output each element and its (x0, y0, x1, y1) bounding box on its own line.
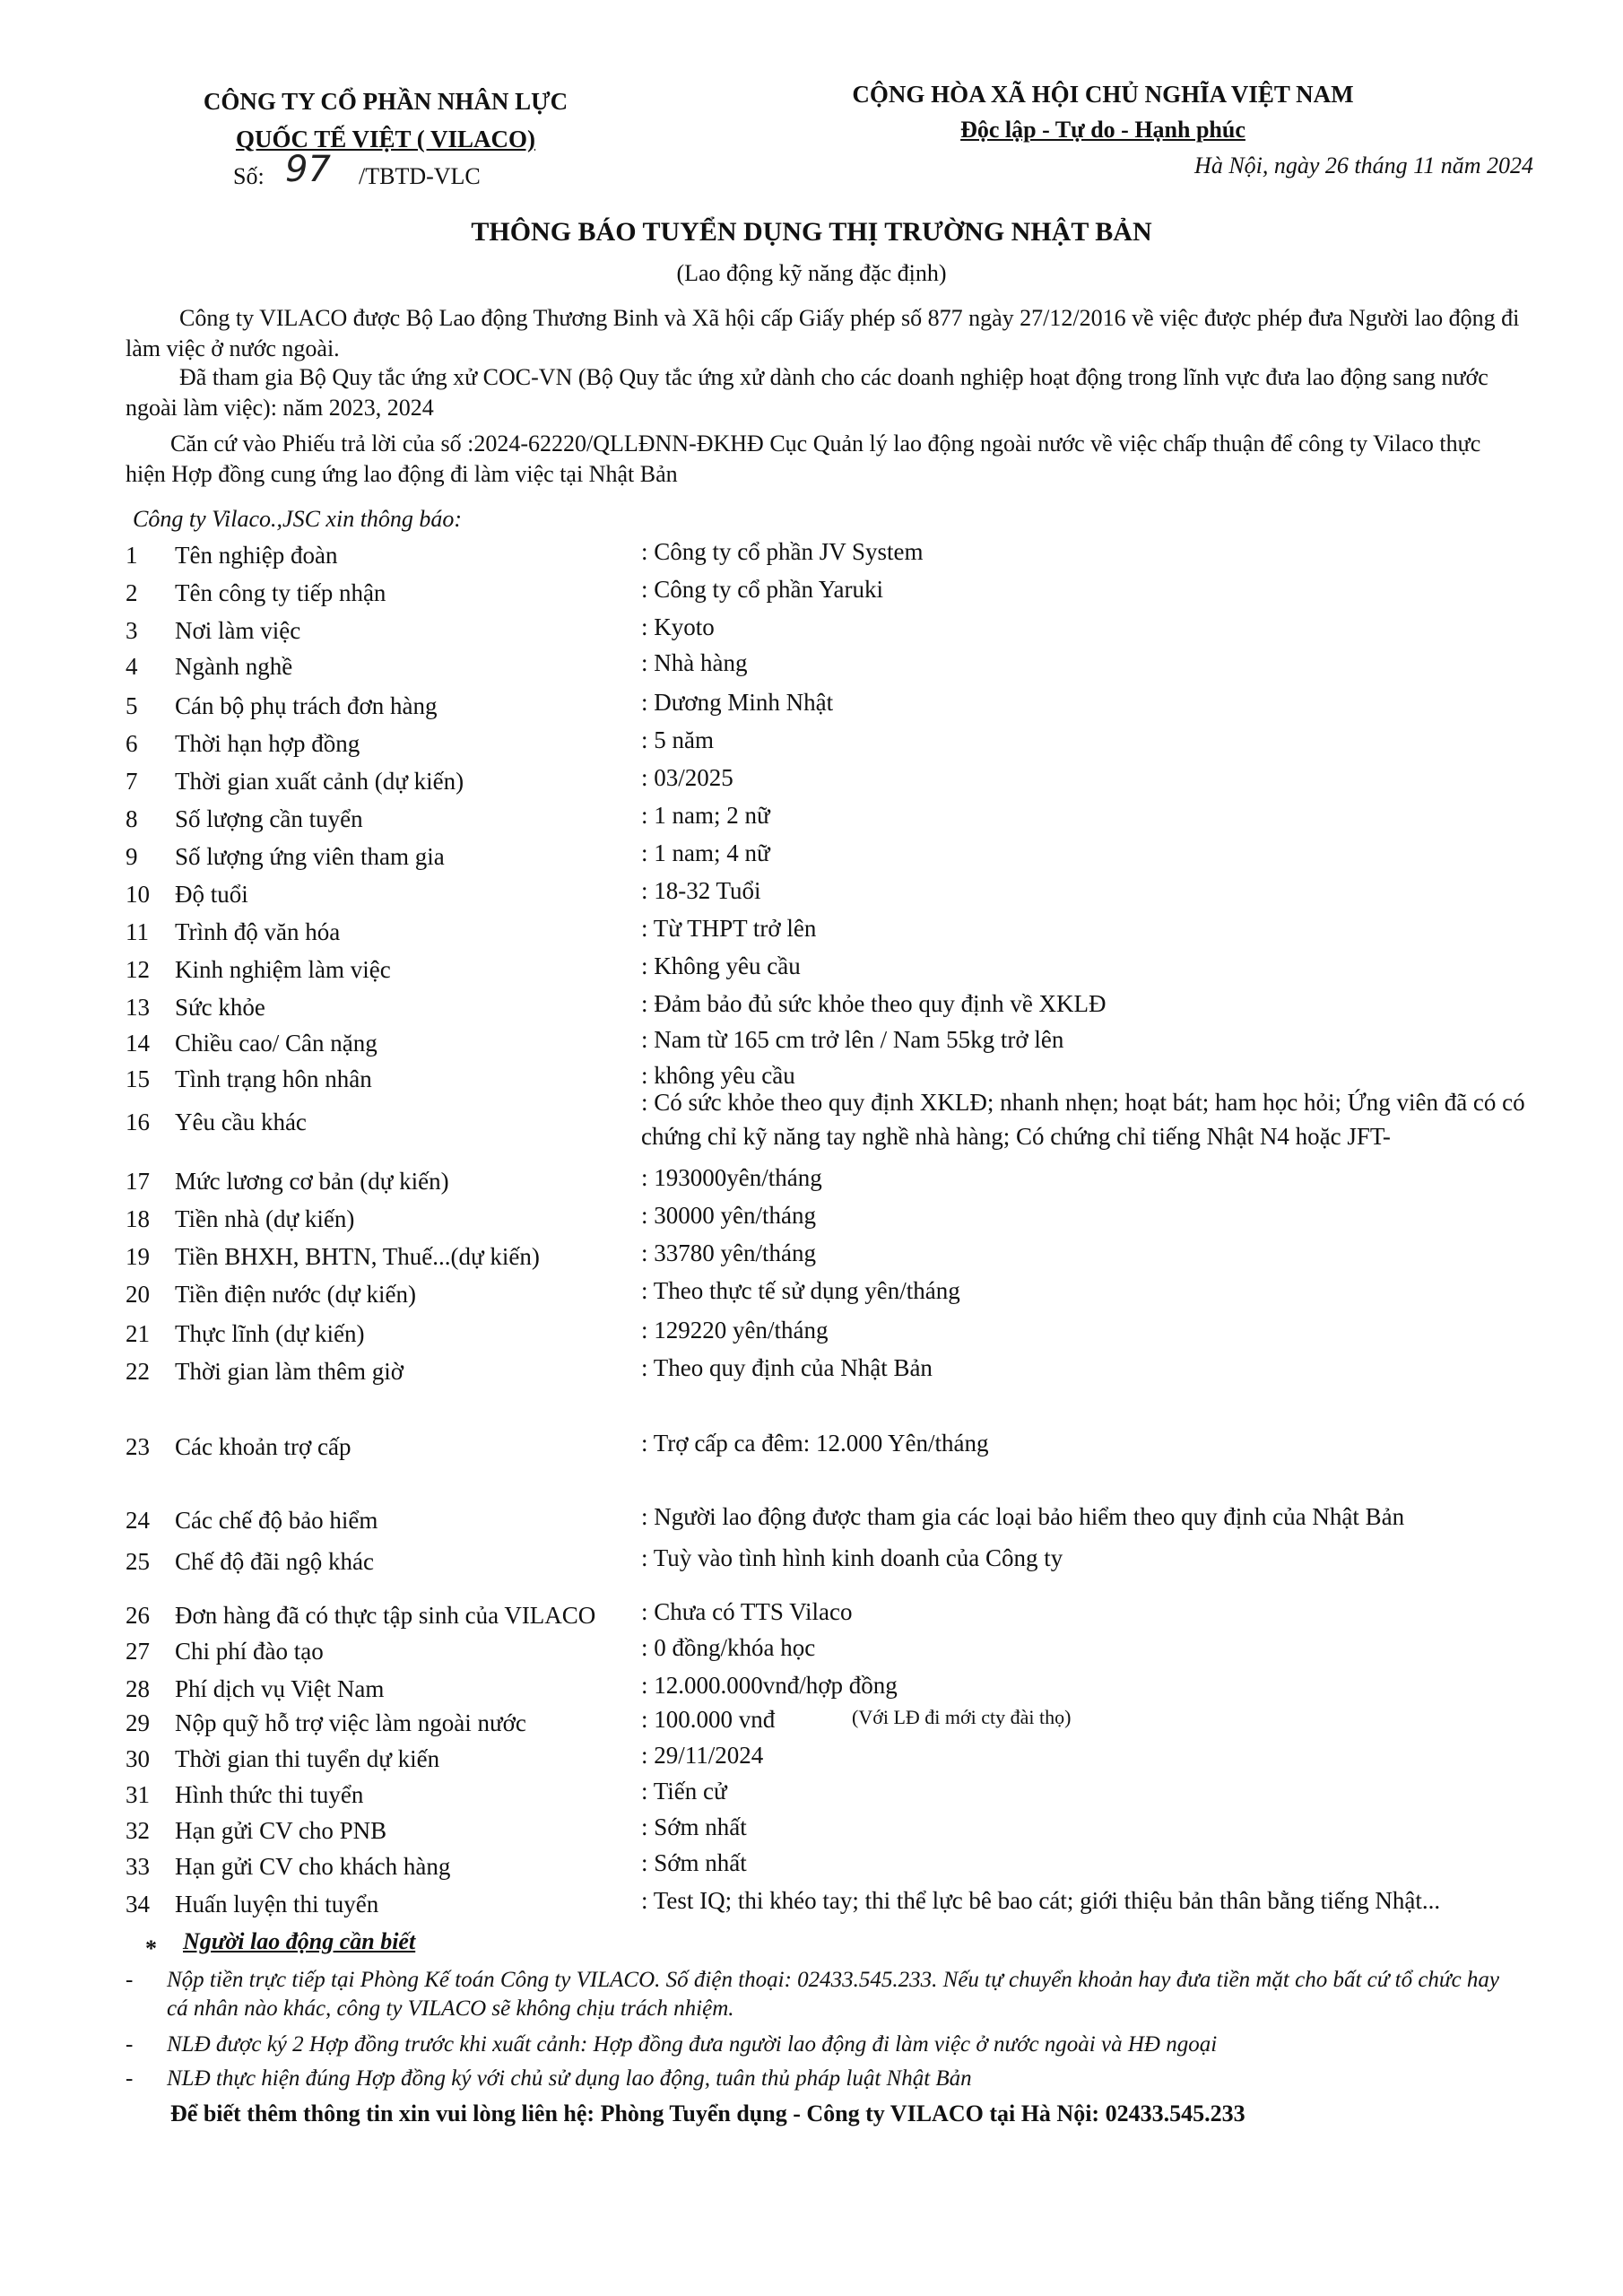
row-number: 14 (126, 1030, 150, 1057)
row-value: : 33780 yên/tháng (641, 1239, 816, 1266)
announcement-line: Công ty Vilaco.,JSC xin thông báo: (133, 506, 463, 532)
row-value: : Sớm nhất (641, 1813, 747, 1840)
intro-paragraph-coc: Đã tham gia Bộ Quy tắc ứng xử COC-VN (Bộ Quy tắc ứng xử dành cho các doanh nghiệp hoạt động trong lĩnh vực đưa lao động sang nước ngoài làm việc): năm 2023, 2024 (126, 364, 1488, 421)
row-value: : Chưa có TTS Vilaco (641, 1598, 853, 1625)
row-label: Tình trạng hôn nhân (175, 1065, 372, 1092)
row-value: : Đảm bảo đủ sức khỏe theo quy định về XKLĐ (641, 990, 1107, 1017)
row-number: 20 (126, 1281, 150, 1308)
row-number: 27 (126, 1638, 150, 1665)
row-number: 3 (126, 617, 138, 644)
row-value: : Có sức khỏe theo quy định XKLĐ; nhanh nhẹn; hoạt bát; ham học hỏi; Ứng viên đã có có chứng chỉ kỹ năng tay nghề nhà hàng; Có chứng chỉ tiếng Nhật N4 hoặc JFT- (641, 1089, 1525, 1150)
row-value: : Dương Minh Nhật (641, 689, 834, 716)
row-value: : Người lao động được tham gia các loại bảo hiểm theo quy định của Nhật Bản (641, 1503, 1405, 1530)
row-number: 17 (126, 1168, 150, 1195)
row-number: 19 (126, 1243, 150, 1270)
row-number: 28 (126, 1675, 150, 1702)
row-number: 15 (126, 1065, 150, 1092)
row-value: : Theo thực tế sử dụng yên/tháng (641, 1277, 960, 1304)
row-value: : Từ THPT trở lên (641, 915, 817, 942)
row-value: : 12.000.000vnđ/hợp đồng (641, 1672, 898, 1699)
row-label: Cán bộ phụ trách đơn hàng (175, 692, 438, 719)
row-value: : Test IQ; thi khéo tay; thi thể lực bê bao cát; giới thiệu bản thân bằng tiếng Nhật... (641, 1887, 1441, 1914)
row-value: : 30000 yên/tháng (641, 1202, 816, 1229)
row-label: Tiền điện nước (dự kiến) (175, 1281, 417, 1308)
row-number: 11 (126, 918, 149, 945)
row-value: : 29/11/2024 (641, 1742, 764, 1769)
doc-number-label: Số: (233, 163, 265, 189)
row-label: Thời gian làm thêm giờ (175, 1358, 404, 1385)
row-label: Số lượng ứng viên tham gia (175, 843, 445, 870)
company-name-line2: QUỐC TẾ VIỆT ( VILACO) (235, 126, 536, 152)
row-label: Tên nghiệp đoàn (175, 542, 338, 569)
intro-paragraph-approval: Căn cứ vào Phiếu trả lời của số :2024-62220/QLLĐNN-ĐKHĐ Cục Quản lý lao động ngoài nước về việc chấp thuận để công ty Vilaco thực hiện Hợp đồng cung ứng lao động đi làm việc tại Nhật Bản (126, 430, 1481, 487)
row-number: 16 (126, 1109, 150, 1135)
row-label: Tên công ty tiếp nhận (175, 579, 386, 606)
row-value: : 1 nam; 2 nữ (641, 802, 770, 829)
row-label: Phí dịch vụ Việt Nam (175, 1675, 385, 1702)
row-number: 26 (126, 1602, 150, 1629)
row-number: 32 (126, 1817, 150, 1844)
row-number: 4 (126, 653, 138, 680)
nation-header: CỘNG HÒA XÃ HỘI CHỦ NGHĨA VIỆT NAM (852, 81, 1354, 108)
row-value: : Sớm nhất (641, 1849, 747, 1876)
notes-heading: Người lao động cần biết (183, 1928, 416, 1954)
doc-number-suffix: /TBTD-VLC (359, 163, 481, 189)
note-dash: - (126, 2032, 134, 2057)
row-label: Hạn gửi CV cho khách hàng (175, 1853, 451, 1880)
row-number: 5 (126, 692, 138, 719)
row-value: : không yêu cầu (641, 1062, 795, 1089)
row-label: Thời gian xuất cảnh (dự kiến) (175, 768, 464, 795)
row-number: 1 (126, 542, 138, 569)
row-number: 24 (126, 1507, 150, 1534)
row-label: Ngành nghề (175, 653, 293, 680)
row-number: 8 (126, 805, 138, 832)
note-item-text: NLĐ thực hiện đúng Hợp đồng ký với chủ sử dụng lao động, tuân thủ pháp luật Nhật Bản (167, 2066, 972, 2091)
row-label: Sức khỏe (175, 994, 265, 1021)
row-label: Kinh nghiệm làm việc (175, 956, 391, 983)
row-label: Hạn gửi CV cho PNB (175, 1817, 387, 1844)
row-number: 22 (126, 1358, 150, 1385)
intro-paragraph-license: Công ty VILACO được Bộ Lao động Thương Binh và Xã hội cấp Giấy phép số 877 ngày 27/12/2016 về việc được phép đưa Người lao động đi làm việc ở nước ngoài. (126, 305, 1520, 361)
page-title: THÔNG BÁO TUYỂN DỤNG THỊ TRƯỜNG NHẬT BẢN (471, 217, 1152, 247)
row-label: Huấn luyện thi tuyển (175, 1891, 379, 1918)
row-number: 7 (126, 768, 138, 795)
row-label: Tiền BHXH, BHTN, Thuế...(dự kiến) (175, 1243, 540, 1270)
page-subtitle: (Lao động kỹ năng đặc định) (676, 260, 947, 286)
row-label: Thời hạn hợp đồng (175, 730, 360, 757)
note-item (126, 2031, 1524, 2059)
row-value: : Nhà hàng (641, 649, 748, 676)
row-value: : Kyoto (641, 613, 715, 640)
row-label: Chiều cao/ Cân nặng (175, 1030, 378, 1057)
note-item-text: NLĐ được ký 2 Hợp đồng trước khi xuất cảnh: Hợp đồng đưa người lao động đi làm việc ở nước ngoài và HĐ ngoại (167, 2032, 1218, 2057)
row-number: 21 (126, 1320, 150, 1347)
row-label: Yêu cầu khác (175, 1109, 307, 1135)
row-value: : 1 nam; 4 nữ (641, 839, 770, 866)
row-value: : Công ty cổ phần JV System (641, 538, 924, 565)
row-number: 2 (126, 579, 138, 606)
row-number: 18 (126, 1205, 150, 1232)
issue-date: Hà Nội, ngày 26 tháng 11 năm 2024 (1194, 152, 1533, 178)
row-value: : 193000yên/tháng (641, 1164, 822, 1191)
row-label: Độ tuổi (175, 881, 248, 908)
row-value: : Tuỳ vào tình hình kinh doanh của Công ty (641, 1544, 1063, 1571)
row-value: : 129220 yên/tháng (641, 1317, 829, 1344)
row-note: (Với LĐ đi mới cty đài thọ) (852, 1706, 1072, 1728)
row-label: Mức lương cơ bản (dự kiến) (175, 1168, 449, 1195)
company-name-line1: CÔNG TY CỔ PHẦN NHÂN LỰC (203, 88, 568, 115)
row-value: : 18-32 Tuổi (641, 877, 761, 904)
row-label: Nơi làm việc (175, 617, 301, 644)
row-number: 25 (126, 1548, 150, 1575)
row-label: Thực lĩnh (dự kiến) (175, 1320, 365, 1347)
row-number: 34 (126, 1891, 150, 1918)
row-label: Đơn hàng đã có thực tập sinh của VILACO (175, 1602, 596, 1629)
row-label: Chi phí đào tạo (175, 1638, 324, 1665)
row-label: Chế độ đãi ngộ khác (175, 1548, 374, 1575)
row-value: : Trợ cấp ca đêm: 12.000 Yên/tháng (641, 1430, 989, 1457)
row-label: Thời gian thi tuyển dự kiến (175, 1745, 440, 1772)
row-value: : 100.000 vnđ (641, 1706, 776, 1733)
row-number: 23 (126, 1433, 150, 1460)
row-value: : 0 đồng/khóa học (641, 1634, 816, 1661)
row-number: 9 (126, 843, 138, 870)
row-number: 6 (126, 730, 138, 757)
note-dash: - (126, 2066, 134, 2091)
notes-bullet: * (145, 1935, 157, 1961)
row-value: : Nam từ 165 cm trở lên / Nam 55kg trở lên (641, 1026, 1064, 1053)
row-label: Nộp quỹ hỗ trợ việc làm ngoài nước (175, 1709, 526, 1736)
row-label: Số lượng cần tuyển (175, 805, 363, 832)
row-label: Trình độ văn hóa (175, 918, 341, 945)
row-number: 10 (126, 881, 150, 908)
row-value: : Theo quy định của Nhật Bản (641, 1354, 933, 1381)
row-number: 12 (126, 956, 150, 983)
motto: Độc lập - Tự do - Hạnh phúc (960, 117, 1245, 143)
note-item (126, 1966, 1524, 2023)
row-value: : Không yêu cầu (641, 952, 801, 979)
row-value: : 03/2025 (641, 764, 733, 791)
doc-number-handwritten: 97 (285, 149, 331, 190)
row-value: : Tiến cử (641, 1778, 727, 1805)
row-number: 30 (126, 1745, 150, 1772)
row-label: Các khoản trợ cấp (175, 1433, 352, 1460)
note-item (126, 2065, 1524, 2093)
note-dash: - (126, 1968, 134, 1992)
row-value: : 5 năm (641, 726, 714, 753)
row-number: 33 (126, 1853, 150, 1880)
note-item-text: Nộp tiền trực tiếp tại Phòng Kế toán Công ty VILACO. Số điện thoại: 02433.545.233. Nếu tự chuyển khoản hay đưa tiền mặt cho bất cứ tổ chức hay cá nhân nào khác, công ty VILACO sẽ không chịu trách nhiệm. (167, 1968, 1500, 2021)
contact-line: Để biết thêm thông tin xin vui lòng liên hệ: Phòng Tuyển dụng - Công ty VILACO tại Hà Nội: 02433.545.233 (170, 2100, 1245, 2126)
row-label: Tiền nhà (dự kiến) (175, 1205, 355, 1232)
row-number: 31 (126, 1781, 150, 1808)
row-value: : Công ty cổ phần Yaruki (641, 576, 883, 603)
row-label: Hình thức thi tuyển (175, 1781, 364, 1808)
row-number: 29 (126, 1709, 150, 1736)
row-number: 13 (126, 994, 150, 1021)
row-label: Các chế độ bảo hiểm (175, 1507, 378, 1534)
